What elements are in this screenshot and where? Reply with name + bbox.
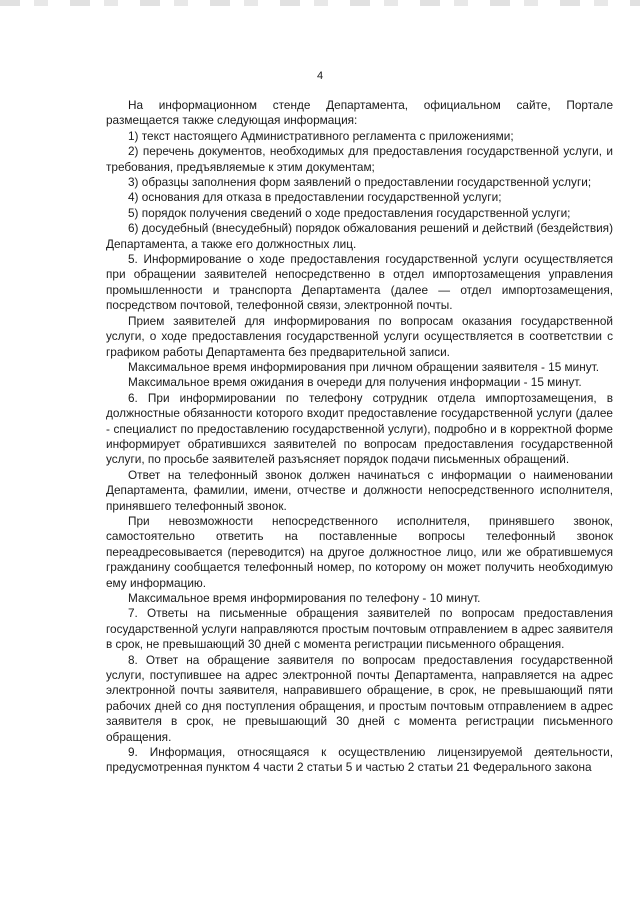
paragraph-item-6: 6. При информировании по телефону сотрудник отдела импортозамещения, в должностные обязанности которого входит предоставление государственной услуги (далее - специалист по предоставлению государственной услуги), подробно и в корректной форме информирует обратившихся заявителей по вопросам предоставления государственной услуги, по просьбе заявителей разъясняет порядок подачи письменных обращений. xyxy=(106,390,613,467)
paragraph-reception: Прием заявителей для информирования по вопросам оказания государственной услуги, о ходе предоставления государственной услуги осуществляется в соответствии с графиком работы Департамента без предварительной записи. xyxy=(106,313,613,359)
paragraph-item-9: 9. Информация, относящаяся к осуществлению лицензируемой деятельности, предусмотренная пунктом 4 части 2 статьи 5 и частью 2 статьи 21 Федерального закона xyxy=(106,745,613,775)
paragraph-max-time-personal: Максимальное время информирования при личном обращении заявителя - 15 минут. xyxy=(128,359,600,374)
list-item-3: 3) образцы заполнения форм заявлений о предоставлении государственной услуги; xyxy=(128,175,592,190)
list-item-1: 1) текст настоящего Административного регламента с приложениями; xyxy=(128,128,514,143)
list-item-4: 4) основания для отказа в предоставлении государственной услуги; xyxy=(128,190,502,205)
page-number: 4 xyxy=(316,70,324,82)
scan-edge-artifact xyxy=(0,0,640,6)
paragraph-max-time-phone: Максимальное время информирования по телефону - 10 минут. xyxy=(128,591,481,605)
paragraph-item-8: 8. Ответ на обращение заявителя по вопросам предоставления государственной услуги, поступившее на адрес электронной почты Департамента, направляется на адрес электронной почты заявителя, направившего обращение, в срок, не превышающий пяти рабочих дней со дня поступления обращения, и простым почтовым отправлением в адрес заявителя в срок, не превышающий 30 дней с момента регистрации письменного обращения. xyxy=(106,652,613,744)
list-item-2: 2) перечень документов, необходимых для предоставления государственной услуги, и требования, предъявляемые к этим документам; xyxy=(106,144,613,174)
document-body xyxy=(106,98,613,776)
paragraph-item-7: 7. Ответы на письменные обращения заявителей по вопросам предоставления государственной услуги направляются простым почтовым отправлением в адрес заявителя в срок, не превышающий 30 дней с момента регистрации письменного обращения. xyxy=(106,606,613,652)
paragraph-max-wait: Максимальное время ожидания в очереди для получения информации - 15 минут. xyxy=(128,375,582,390)
paragraph-item-5: 5. Информирование о ходе предоставления государственной услуги осуществляется при обращении заявителей непосредственно в отдел импортозамещения управления промышленности и транспорта Департамента (далее — отдел импортозамещения, посредством почтовой, телефонной связи, электронной почты. xyxy=(106,252,613,313)
paragraph-phone-redirect: При невозможности непосредственного исполнителя, принявшего звонок, самостоятельно ответить на поставленные вопросы телефонный звонок переадресовывается (переводится) на другое должностное лицо, или же обратившемуся гражданину сообщается телефонный номер, по которому он может получить необходимую ему информацию. xyxy=(106,513,613,590)
list-item-5: 5) порядок получения сведений о ходе предоставления государственной услуги; xyxy=(128,205,571,220)
paragraph-phone-answer: Ответ на телефонный звонок должен начинаться с информации о наименовании Департамента, фамилии, имени, отчестве и должности непосредственного исполнителя, принявшего телефонный звонок. xyxy=(106,467,613,513)
paragraph-intro: На информационном стенде Департамента, официальном сайте, Портале размещается также следующая информация: xyxy=(106,98,613,128)
list-item-6: 6) досудебный (внесудебный) порядок обжалования решений и действий (бездействия) Департамента, а также его должностных лиц. xyxy=(106,221,613,251)
